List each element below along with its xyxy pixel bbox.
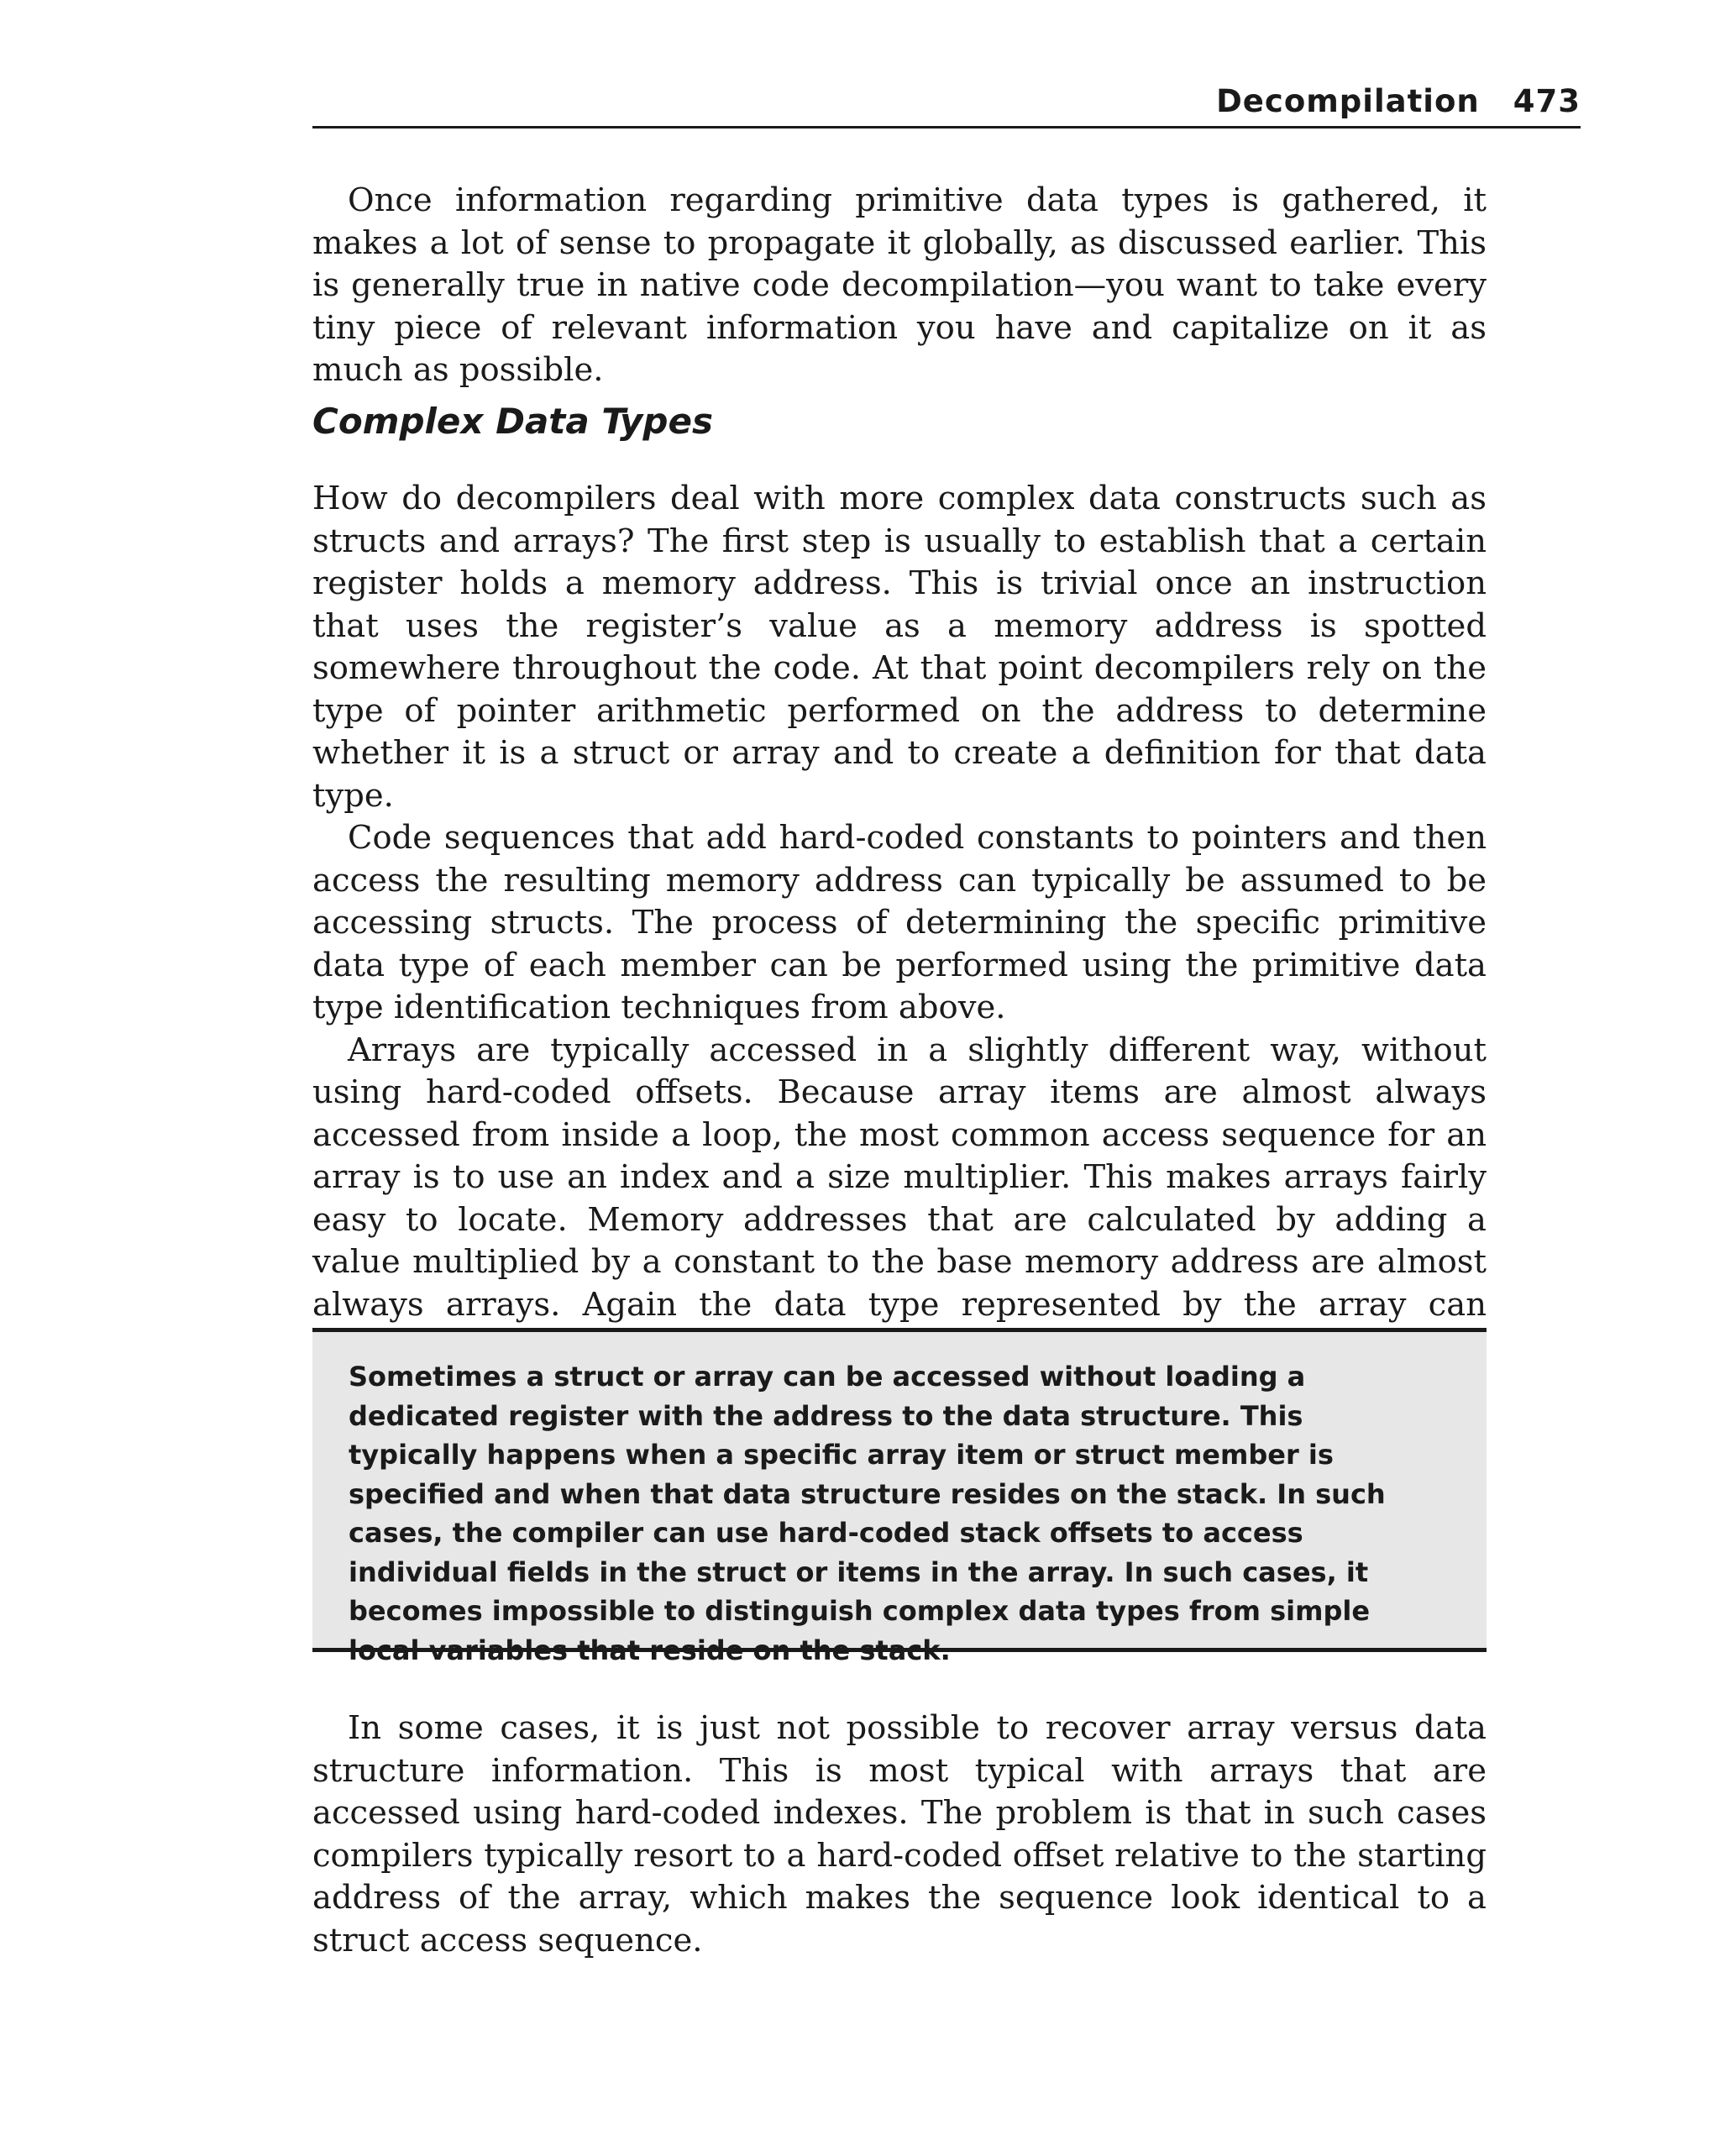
paragraph-2: Code sequences that add hard-coded constants to pointers and then access the resulting memory address can typically be assumed to be accessing structs. The process of determining the specific primitive data type of each member can be performed using the primitive data type identification techniques from above. — [312, 819, 1487, 1026]
note-text: Sometimes a struct or array can be accessed without loading a dedicated register with the address to the data structure. This typically happens when a specific array item or struct member is specified and when that data structure resides on the stack. In such cases, the compiler can use hard-coded stack offsets to access individual fields in the struct or items in the array. In such cases, it becomes impossible to distinguish complex data types from simple local variables that reside on the stack. — [349, 1361, 1386, 1666]
section-heading: Complex Data Types — [312, 401, 713, 442]
note-box — [312, 1328, 1487, 1666]
section-body — [312, 478, 1487, 1369]
running-header — [312, 77, 1581, 129]
paragraph-3: Arrays are typically accessed in a slightly different way, without using hard-coded offsets. Because array items are almost always accessed from inside a loop, the most common access sequence for an array is to use an index and a size multiplier. This makes arrays fairly easy to locate. Memory addresses that are calculated by adding a value multiplied by a constant to the base memory address are almost always arrays. Again the data type represented by the array can — [312, 1031, 1487, 1324]
chapter-title: Decompilation — [1216, 83, 1480, 119]
page-number: 473 — [1513, 83, 1581, 119]
intro-paragraph: Once information regarding primitive data types is gathered, it makes a lot of sense to propagate it globally, as discussed earlier. This is generally true in native code decompilation—you want to take every tiny piece of relevant information you have and capitalize on it as much as possible. — [312, 181, 1487, 389]
intro-block — [312, 180, 1487, 392]
closing-paragraph: In some cases, it is just not possible to recover array versus data structure information. This is most typical with arrays that are accessed using hard-coded indexes. The problem is that in such cases compilers typically resort to a hard-coded offset relative to the starting address of the array, which makes the sequence look identical to a struct access sequence. — [312, 1709, 1487, 1959]
closing-block — [312, 1707, 1487, 1962]
paragraph-1: How do decompilers deal with more complex data constructs such as structs and arrays? The first step is usually to establish that a certain register holds a memory address. This is trivial once an instruction that uses the register’s value as a memory address is spotted somewhere throughout the code. At that point decompilers rely on the type of pointer arithmetic performed on the address to determine whether it is a struct or array and to create a definition for that data type. — [312, 480, 1487, 815]
